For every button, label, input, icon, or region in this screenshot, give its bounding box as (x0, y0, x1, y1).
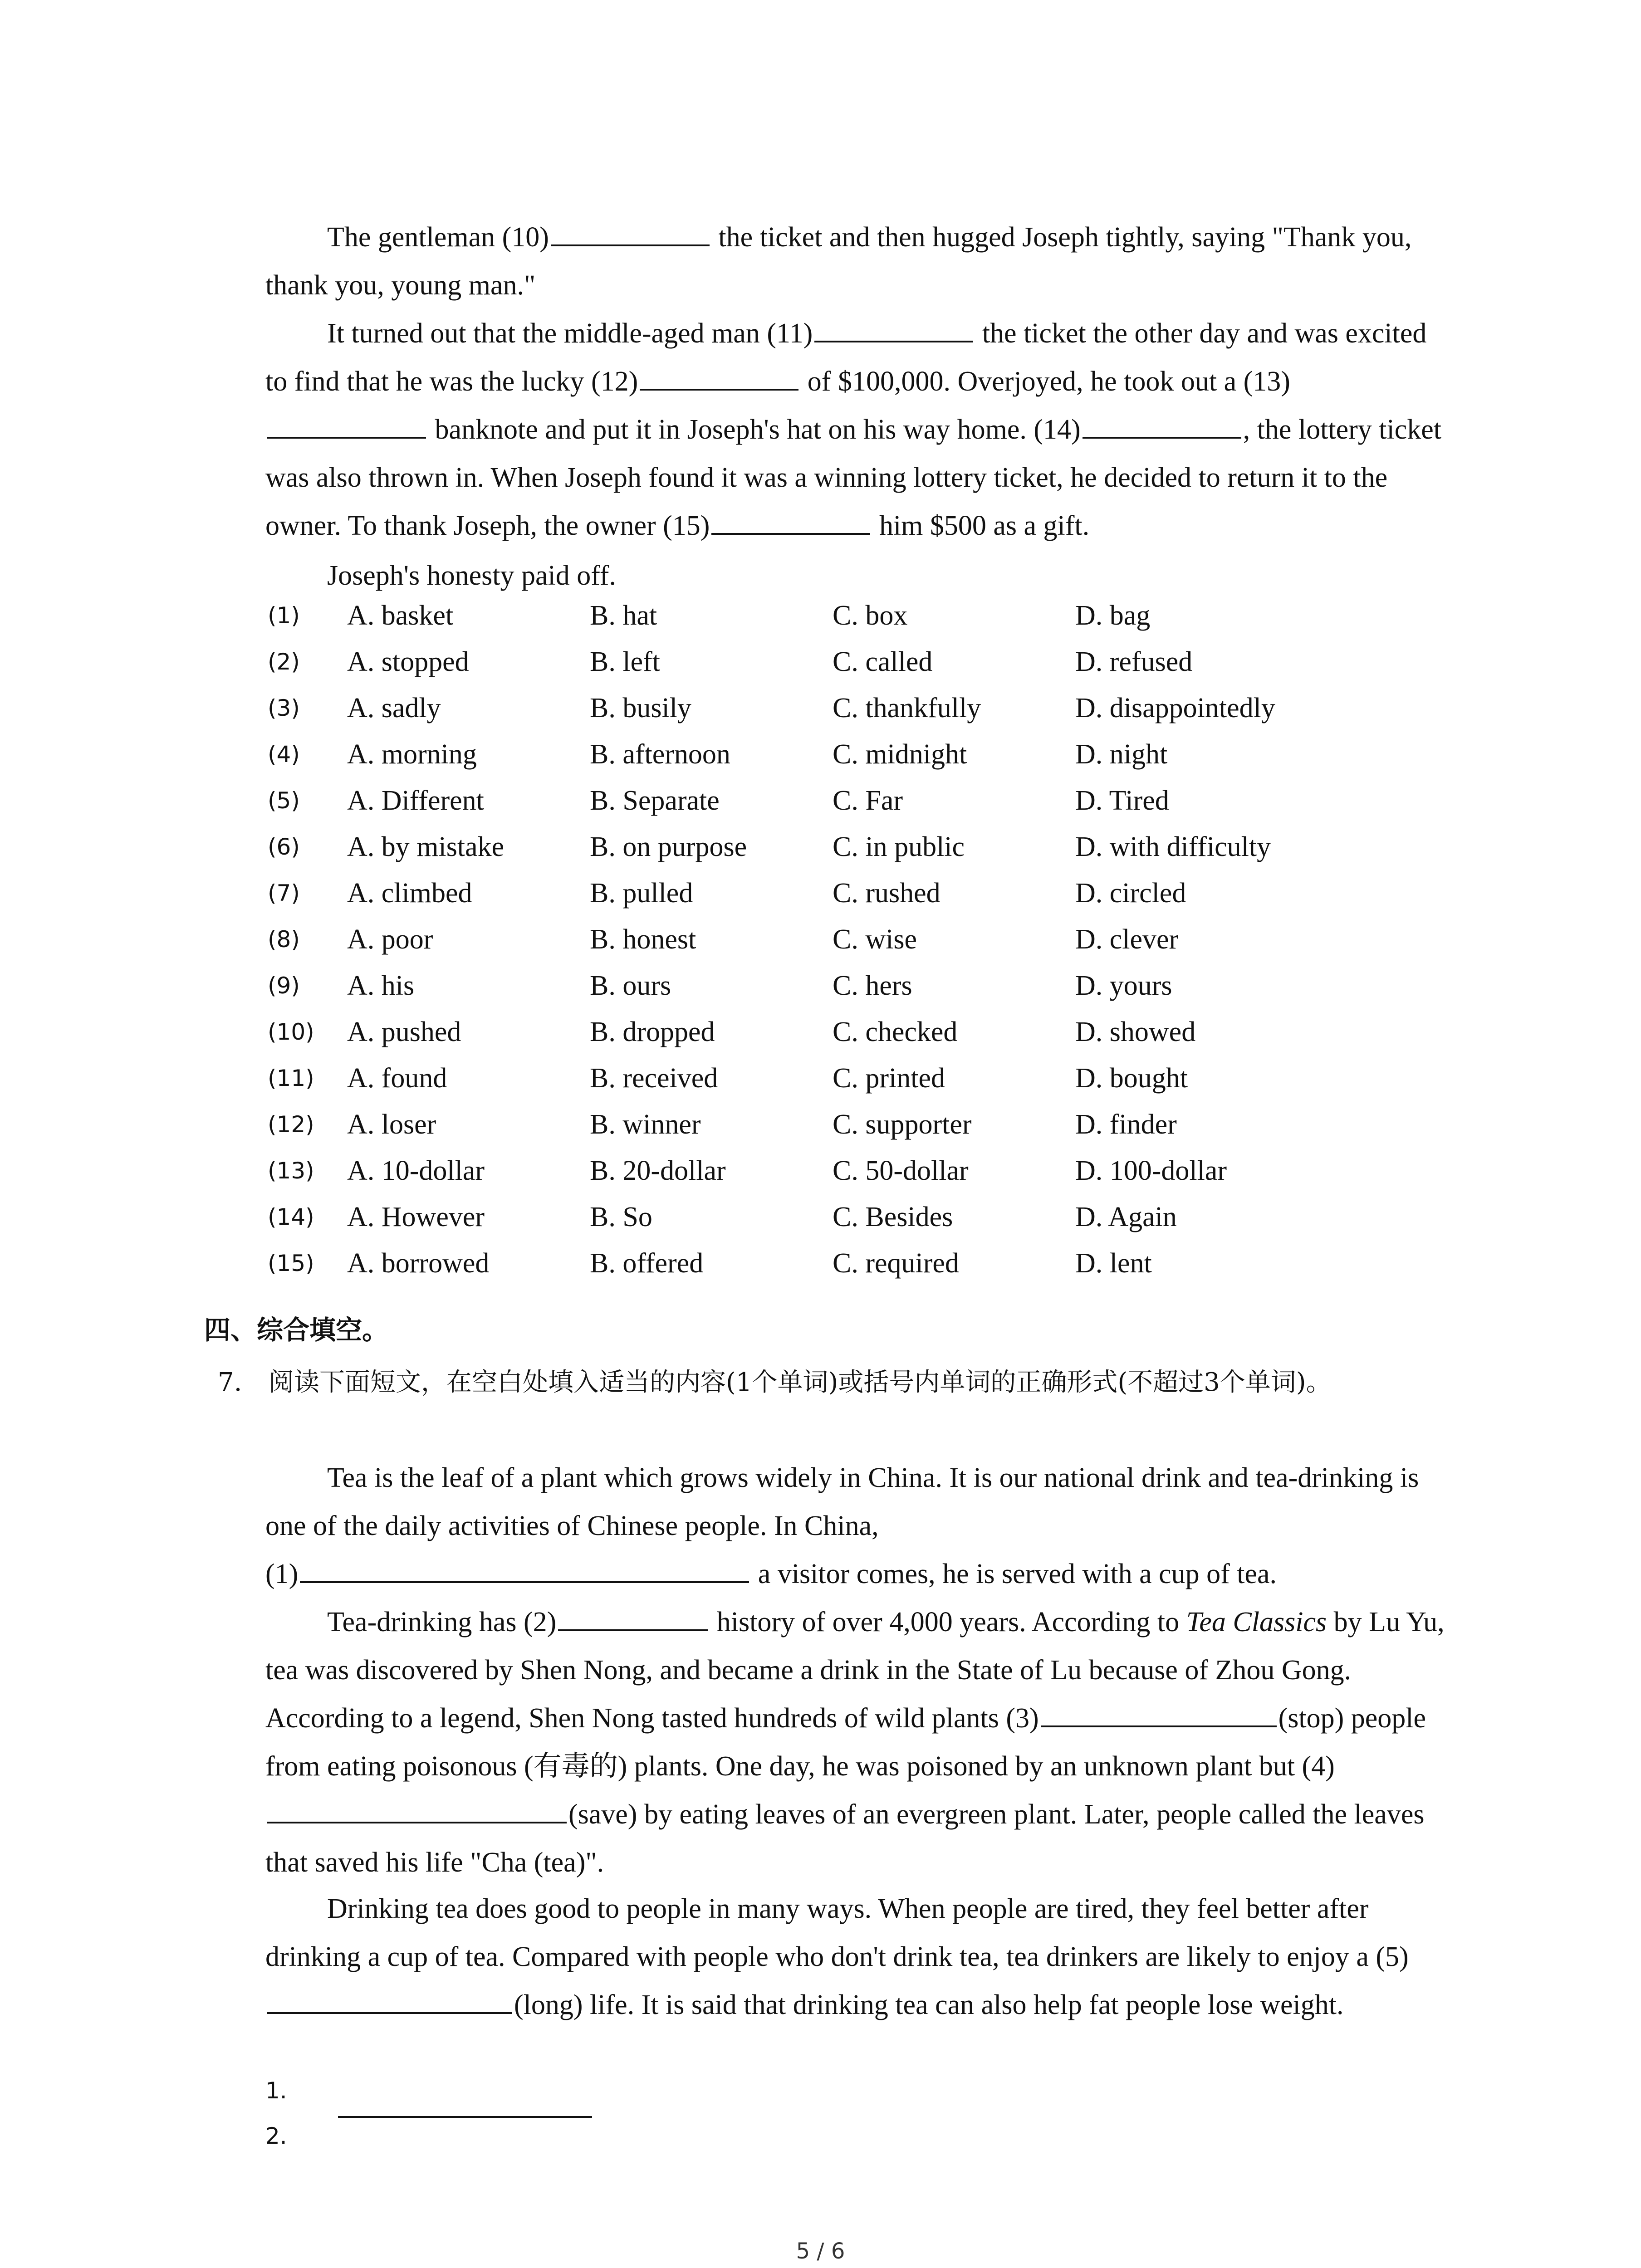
option-a[interactable]: A. stopped (347, 646, 469, 677)
blank-tea-2 (558, 1601, 708, 1631)
answer-label-2: 2. (265, 2123, 287, 2149)
option-row (268, 831, 1493, 877)
option-b[interactable]: B. dropped (590, 1017, 715, 1047)
blank-12 (640, 361, 798, 391)
option-d[interactable]: D. finder (1075, 1109, 1177, 1140)
option-a[interactable]: A. Different (347, 785, 484, 816)
option-row (268, 1109, 1493, 1155)
option-row (268, 1201, 1493, 1247)
blank-13 (267, 409, 426, 439)
option-b[interactable]: B. hat (590, 600, 657, 631)
option-row (268, 646, 1493, 692)
passage-closing: Joseph's honesty paid off. (327, 560, 616, 591)
option-a[interactable]: A. his (347, 970, 415, 1001)
question-number: (15) (268, 1250, 314, 1276)
text: (1) (265, 1559, 299, 1589)
question-number: (12) (268, 1111, 314, 1138)
passage-paragraph-10 (265, 213, 1450, 309)
option-c[interactable]: C. Far (833, 785, 903, 816)
option-d[interactable]: D. showed (1075, 1017, 1196, 1047)
option-b[interactable]: B. left (590, 646, 660, 677)
option-row (268, 1155, 1493, 1201)
option-d[interactable]: D. night (1075, 739, 1168, 770)
blank-tea-5 (267, 1984, 512, 2014)
option-row (268, 877, 1493, 924)
text: Tea is the leaf of a plant which grows widely in China. It is our national drink and tea-drinking is one of the daily activities of Chinese people. In China, (265, 1462, 1419, 1541)
option-d[interactable]: D. lent (1075, 1248, 1152, 1279)
option-d[interactable]: D. bought (1075, 1063, 1188, 1094)
option-c[interactable]: C. wise (833, 924, 917, 955)
blank-15 (711, 505, 870, 535)
text: (long) life. It is said that drinking tea can also help fat people lose weight. (514, 1989, 1344, 2020)
book-title: Tea Classics (1186, 1607, 1327, 1637)
option-b[interactable]: B. afternoon (590, 739, 730, 770)
option-c[interactable]: C. supporter (833, 1109, 972, 1140)
option-d[interactable]: D. circled (1075, 878, 1186, 909)
option-b[interactable]: B. ours (590, 970, 671, 1001)
option-a[interactable]: A. 10-dollar (347, 1155, 485, 1186)
option-row (268, 1062, 1493, 1109)
question-number: (5) (268, 787, 300, 814)
text: a visitor comes, he is served with a cup of tea. (751, 1559, 1277, 1589)
blank-tea-4 (267, 1794, 567, 1823)
question-number: (8) (268, 926, 300, 953)
option-c[interactable]: C. printed (833, 1063, 945, 1094)
option-b[interactable]: B. offered (590, 1248, 704, 1279)
option-c[interactable]: C. midnight (833, 739, 967, 770)
option-b[interactable]: B. Separate (590, 785, 720, 816)
question-number: (3) (268, 695, 300, 721)
instruction-text: 阅读下面短文，在空白处填入适当的内容(1个单词)或括号内单词的正确形式(不超过3个单词)。 (269, 1368, 1332, 1397)
answer-label-1: 1. (265, 2077, 287, 2104)
option-a[interactable]: A. morning (347, 739, 477, 770)
blank-tea-1 (300, 1553, 749, 1583)
blank-tea-3 (1041, 1697, 1277, 1727)
option-a[interactable]: A. pushed (347, 1017, 461, 1047)
question-7-instruction (218, 1359, 1452, 1406)
option-row (268, 970, 1493, 1016)
tea-paragraph-2 (265, 1598, 1450, 1887)
options-list (268, 600, 1493, 1294)
question-number: (14) (268, 1204, 314, 1230)
option-row (268, 1016, 1493, 1062)
text: Drinking tea does good to people in many ways. When people are tired, they feel better after drinking a cup of tea. Compared with people who don't drink tea, tea drinkers are likely to enjoy a (5) (265, 1893, 1409, 1972)
option-c[interactable]: C. rushed (833, 878, 941, 909)
text: him $500 as a gift. (872, 510, 1090, 541)
blank-11 (814, 313, 973, 342)
option-d[interactable]: D. disappointedly (1075, 693, 1275, 723)
text: of $100,000. Overjoyed, he took out a (13) (800, 366, 1290, 397)
option-row (268, 1247, 1493, 1294)
option-a[interactable]: A. climbed (347, 878, 472, 909)
question-number: (2) (268, 649, 300, 675)
text: Tea-drinking has (2) (327, 1607, 557, 1637)
tea-paragraph-1 (265, 1454, 1450, 1550)
option-a[interactable]: A. borrowed (347, 1248, 490, 1279)
option-d[interactable]: D. yours (1075, 970, 1172, 1001)
option-a[interactable]: A. sadly (347, 693, 441, 723)
option-row (268, 785, 1493, 831)
text: the ticket the other day and was excited to find that he was the lucky (12) (265, 318, 1427, 397)
option-b[interactable]: B. winner (590, 1109, 701, 1140)
option-row (268, 692, 1493, 738)
question-number: (7) (268, 880, 300, 906)
passage-paragraph-11 (265, 309, 1450, 550)
question-number: (4) (268, 741, 300, 767)
text: (stop) people from eating poisonous (有毒的) plants. One day, he was poisoned by an unknown plant but (4) (265, 1703, 1426, 1782)
option-c[interactable]: C. required (833, 1248, 959, 1279)
option-d[interactable]: D. 100-dollar (1075, 1155, 1227, 1186)
option-b[interactable]: B. busily (590, 693, 691, 723)
option-a[interactable]: A. loser (347, 1109, 436, 1140)
option-a[interactable]: A. poor (347, 924, 433, 955)
option-c[interactable]: C. checked (833, 1017, 958, 1047)
option-c[interactable]: C. 50-dollar (833, 1155, 969, 1186)
option-b[interactable]: B. pulled (590, 878, 693, 909)
question-number: 7. (218, 1368, 242, 1397)
text: The gentleman (10) (327, 222, 549, 253)
text: by Lu Yu, tea was discovered by Shen Nong, and became a drink in the State of Lu because of Zhou Gong. According to a legend, Shen Nong tasted hundreds of wild plants (3) (265, 1607, 1445, 1734)
answer-blank-1[interactable] (338, 2116, 592, 2118)
option-c[interactable]: C. box (833, 600, 908, 631)
question-number: (11) (268, 1065, 314, 1091)
blank-14 (1083, 409, 1241, 439)
option-b[interactable]: B. received (590, 1063, 718, 1094)
option-a[interactable]: A. found (347, 1063, 447, 1094)
option-a[interactable]: A. basket (347, 600, 454, 631)
option-d[interactable]: D. Tired (1075, 785, 1169, 816)
option-d[interactable]: D. refused (1075, 646, 1193, 677)
option-c[interactable]: C. hers (833, 970, 912, 1001)
option-d[interactable]: D. clever (1075, 924, 1179, 955)
option-c[interactable]: C. Besides (833, 1202, 953, 1232)
option-b[interactable]: B. 20-dollar (590, 1155, 726, 1186)
option-c[interactable]: C. thankfully (833, 693, 981, 723)
option-c[interactable]: C. in public (833, 831, 965, 862)
tea-paragraph-3 (265, 1885, 1450, 2029)
option-a[interactable]: A. However (347, 1202, 485, 1232)
question-number: (10) (268, 1019, 314, 1045)
option-row (268, 738, 1493, 785)
option-d[interactable]: D. bag (1075, 600, 1151, 631)
question-number: (6) (268, 834, 300, 860)
question-number: (1) (268, 602, 300, 629)
option-row (268, 924, 1493, 970)
blank-10 (551, 216, 710, 246)
option-b[interactable]: B. on purpose (590, 831, 747, 862)
option-b[interactable]: B. So (590, 1202, 652, 1232)
text: history of over 4,000 years. According to (710, 1607, 1186, 1637)
question-number: (9) (268, 973, 300, 999)
section-title: 四、综合填空。 (204, 1315, 389, 1345)
option-a[interactable]: A. by mistake (347, 831, 505, 862)
text: (save) by eating leaves of an evergreen plant. Later, people called the leaves that saved his life "Cha (tea)". (265, 1799, 1425, 1878)
text: the ticket and then hugged Joseph tightly, saying "Thank you, thank you, young man." (265, 222, 1412, 301)
option-row (268, 600, 1493, 646)
option-c[interactable]: C. called (833, 646, 933, 677)
option-d[interactable]: D. Again (1075, 1202, 1177, 1232)
option-b[interactable]: B. honest (590, 924, 696, 955)
option-d[interactable]: D. with difficulty (1075, 831, 1271, 862)
page-number: 5 / 6 (796, 2239, 845, 2264)
text: It turned out that the middle-aged man (11) (327, 318, 813, 349)
question-number: (13) (268, 1158, 314, 1184)
text: banknote and put it in Joseph's hat on his way home. (14) (428, 414, 1081, 445)
text: , the lottery ticket was also thrown in. When Joseph found it was a winning lottery ticket, he decided to return it to the owner. To thank Joseph, the owner (15) (265, 414, 1441, 541)
tea-paragraph-1-line (265, 1550, 1450, 1598)
